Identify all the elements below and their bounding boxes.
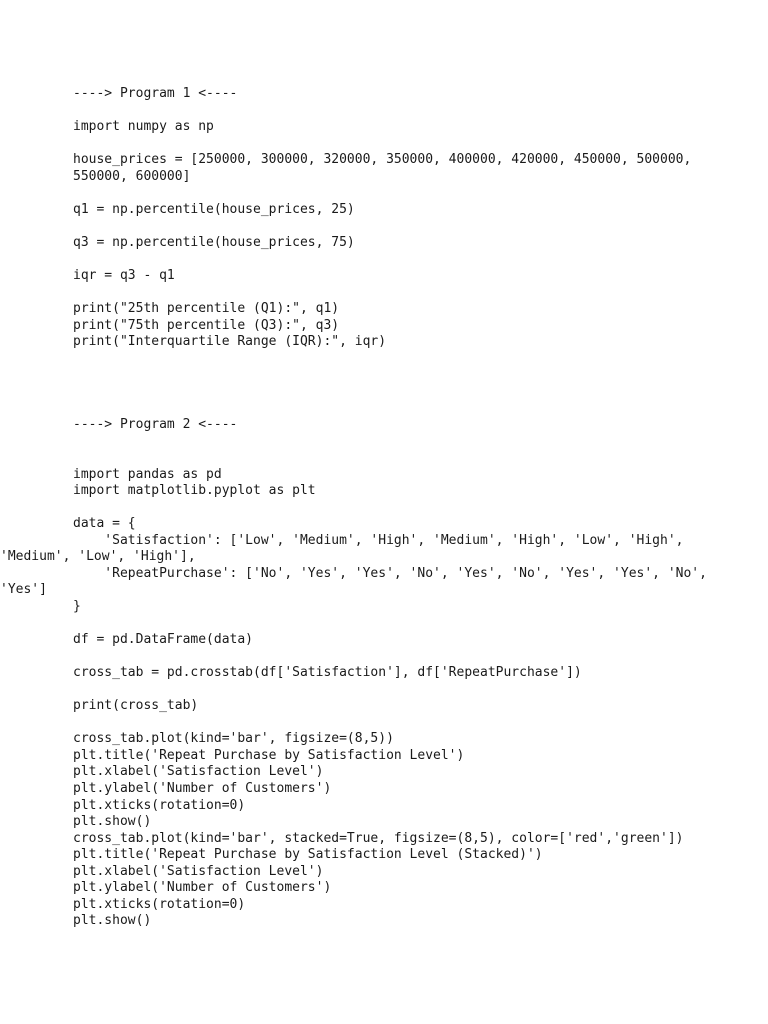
code-line (73, 715, 708, 732)
code-line (73, 351, 708, 368)
code-line: plt.ylabel('Number of Customers') (73, 880, 332, 896)
code-line: ----> Program 1 <---- (73, 86, 238, 101)
code-line: iqr = q3 - q1 (73, 268, 175, 284)
code-line: print("Interquartile Range (IQR):", iqr) (73, 334, 387, 350)
code-listing (0, 86, 708, 930)
code-line (73, 136, 708, 153)
code-line (73, 218, 708, 235)
code-line (73, 103, 708, 120)
code-line: 'Yes'] (0, 582, 47, 598)
code-line: 'RepeatPurchase': ['No', 'Yes', 'Yes', 'No', 'Yes', 'No', 'Yes', 'Yes', 'No', (73, 565, 707, 581)
code-line: data = { (73, 516, 136, 532)
code-line: ----> Program 2 <---- (73, 416, 238, 432)
code-line: print(cross_tab) (73, 698, 199, 714)
code-line (73, 500, 708, 517)
code-line: plt.xticks(rotation=0) (73, 896, 246, 912)
code-line (73, 400, 708, 417)
code-line (73, 384, 708, 401)
code-line: plt.xticks(rotation=0) (73, 797, 246, 813)
code-line: import pandas as pd (73, 466, 222, 482)
code-line: print("75th percentile (Q3):", q3) (73, 317, 340, 333)
code-line (73, 682, 708, 699)
code-line: q1 = np.percentile(house_prices, 25) (73, 201, 355, 217)
code-line: plt.show() (73, 814, 152, 830)
code-line (73, 433, 708, 450)
code-line: cross_tab.plot(kind='bar', figsize=(8,5)) (73, 731, 394, 747)
code-line: plt.xlabel('Satisfaction Level') (73, 863, 324, 879)
code-line (73, 185, 708, 202)
code-line: print("25th percentile (Q1):", q1) (73, 301, 340, 317)
code-line: plt.ylabel('Number of Customers') (73, 780, 332, 796)
code-line (73, 367, 708, 384)
code-line: import numpy as np (73, 119, 214, 135)
code-line: cross_tab.plot(kind='bar', stacked=True, figsize=(8,5), color=['red','green']) (73, 830, 684, 846)
code-line: plt.title('Repeat Purchase by Satisfaction Level (Stacked)') (73, 847, 543, 863)
code-line (73, 251, 708, 268)
code-line (73, 649, 708, 666)
code-line: 'Medium', 'Low', 'High'], (0, 549, 196, 565)
code-line: import matplotlib.pyplot as plt (73, 483, 316, 499)
code-line (73, 285, 708, 302)
code-line: cross_tab = pd.crosstab(df['Satisfaction'], df['RepeatPurchase']) (73, 665, 582, 681)
code-line: q3 = np.percentile(house_prices, 75) (73, 234, 355, 250)
code-line: df = pd.DataFrame(data) (73, 632, 254, 648)
code-line: house_prices = [250000, 300000, 320000, 350000, 400000, 420000, 450000, 500000, (73, 152, 692, 168)
code-line (73, 616, 708, 633)
code-line: } (73, 598, 81, 614)
code-line: 550000, 600000] (73, 168, 191, 184)
code-line (73, 450, 708, 467)
code-line: plt.show() (73, 913, 152, 929)
code-line: plt.title('Repeat Purchase by Satisfaction Level') (73, 747, 465, 763)
code-line: plt.xlabel('Satisfaction Level') (73, 764, 324, 780)
code-line: 'Satisfaction': ['Low', 'Medium', 'High', 'Medium', 'High', 'Low', 'High', (73, 532, 684, 548)
